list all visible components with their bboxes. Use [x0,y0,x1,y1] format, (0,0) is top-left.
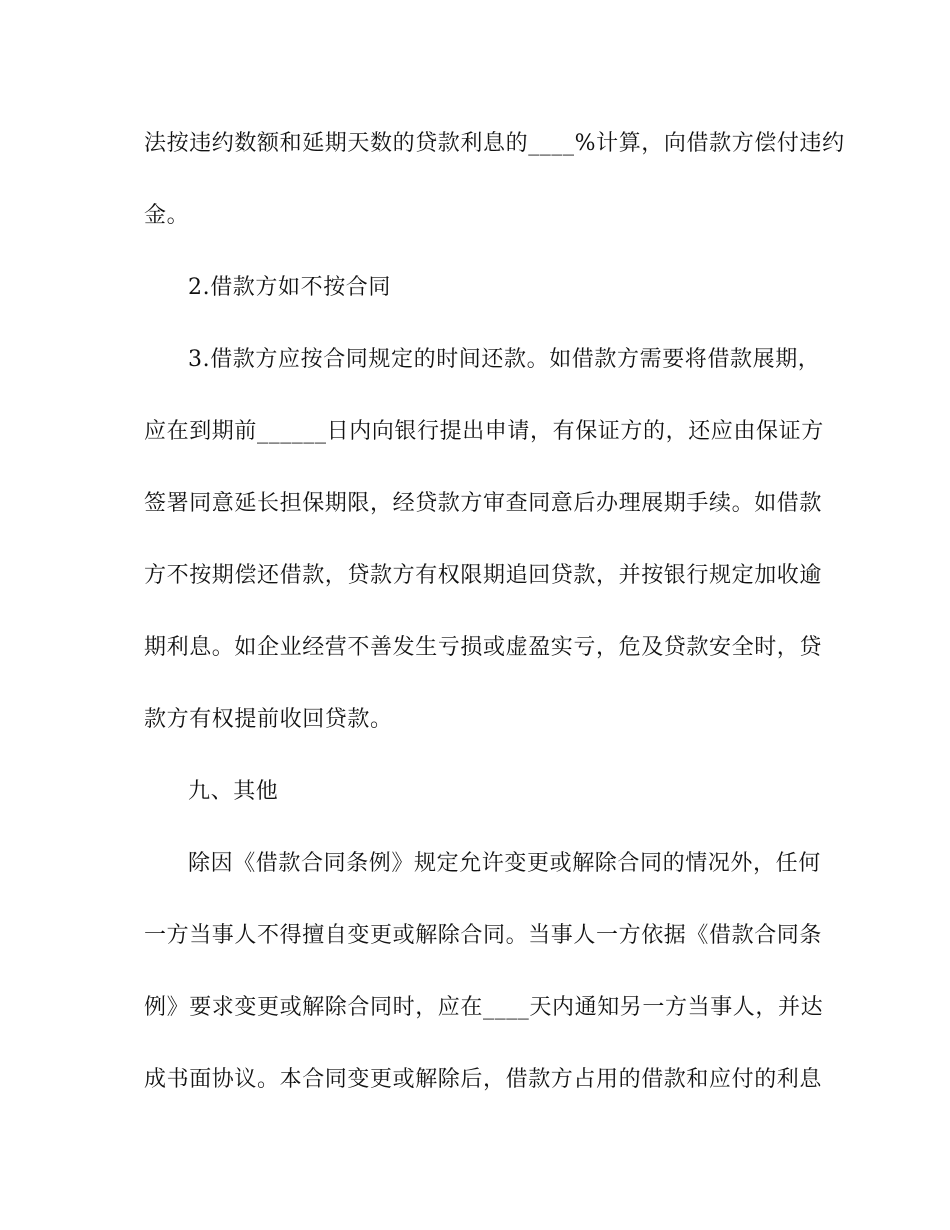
contract-text [144,118,845,1126]
text-line: 一方当事人不得擅自变更或解除合同。当事人一方依据《借款合同条 [144,923,823,948]
text-line: 签署同意延长担保期限，经贷款方审查同意后办理展期手续。如借款 [144,491,823,516]
clause-2-heading: 2.借款方如不按合同 [188,275,391,300]
text-line: 金。 [144,203,190,228]
text-line: 款方有权提前收回贷款。 [144,707,393,732]
text-line: 例》要求变更或解除合同时，应在____天内通知另一方当事人，并达 [144,995,824,1020]
text-line: 应在到期前______日内向银行提出申请，有保证方的，还应由保证方 [144,419,824,444]
section-9-heading: 九、其他 [188,779,279,804]
text-line: 期利息。如企业经营不善发生亏损或虚盈实亏，危及贷款安全时，贷 [144,635,823,660]
section-9-paragraph-start: 除因《借款合同条例》规定允许变更或解除合同的情况外，任何 [188,851,821,876]
text-line: 法按违约数额和延期天数的贷款利息的____%计算，向借款方偿付违约 [144,131,845,156]
text-line: 方不按期偿还借款，贷款方有权限期追回贷款，并按银行规定加收逾 [144,563,823,588]
clause-3-start: 3.借款方应按合同规定的时间还款。如借款方需要将借款展期， [188,347,821,372]
text-line: 成书面协议。本合同变更或解除后，借款方占用的借款和应付的利息 [144,1067,823,1092]
